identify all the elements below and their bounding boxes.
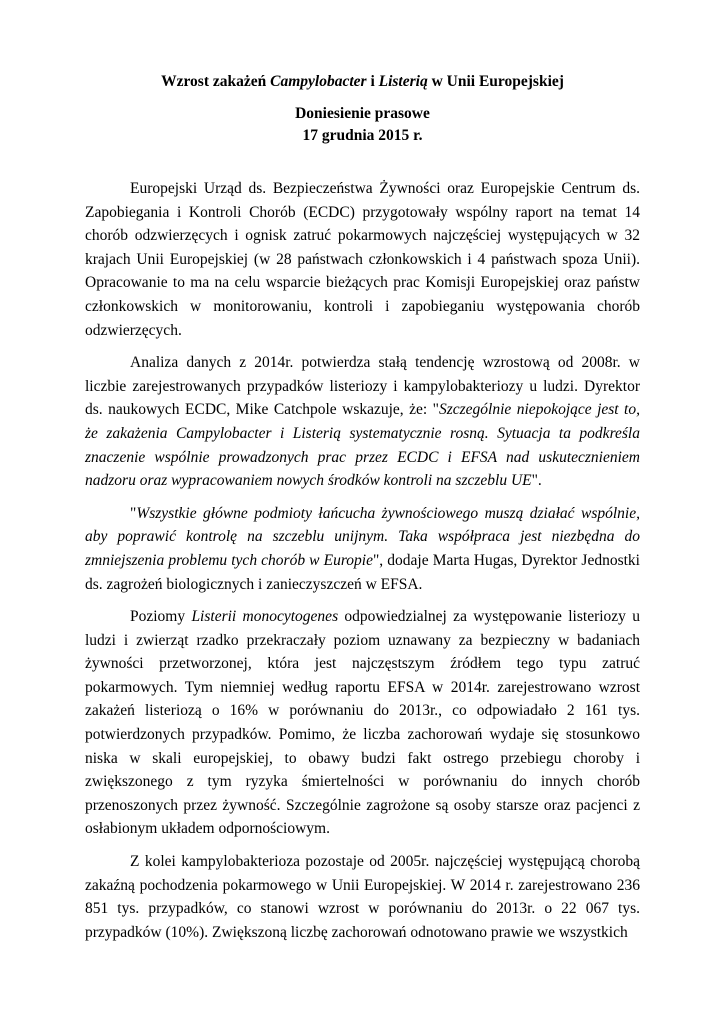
paragraph-3: [85, 502, 640, 596]
title-campylobacter: Campylobacter: [270, 73, 367, 90]
paragraph-5: Z kolei kampylobakterioza pozostaje od 2005r. najczęściej występującą chorobą zakaźną pochodzenia pokarmowego w Unii Europejskiej. W 2014 r. zarejestrowano 236 851 tys. przypadków, co stanowi wzrost w porównaniu do 2013r. o 22 067 tys. przypadków (10%). Zwiększoną liczbę zachorowań odnotowano prawie we wszystkich: [85, 853, 640, 941]
paragraph-text: ".: [531, 472, 542, 490]
paragraph-text: Analiza danych z 2014r. potwierdza stałą tendencję wzrostową od 2008r. w liczbie zarejestrowanych przypadków listeriozy i kampylobakteriozy u ludzi. Dyrektor ds. naukowych ECDC, Mike Catchpole wskazuje, że: ": [85, 354, 640, 419]
document-body: [85, 177, 640, 944]
title-text: w Unii Europejskiej: [427, 73, 564, 90]
paragraph-1: Europejski Urząd ds. Bezpieczeństwa Żywności oraz Europejskie Centrum ds. Zapobiegania i Kontroli Chorób (ECDC) przygotowały wspólny raport na temat 14 chorób odzwierzęcych i ognisk zatruć pokarmowych najczęściej występujących w 32 krajach Unii Europejskiej (w 28 państwach członkowskich i 4 państwach spoza Unii). Opracowanie to ma na celu wsparcie bieżących prac Komisji Europejskiej oraz państw członkowskich w monitorowaniu, kontroli i zapobieganiu występowania chorób odzwierzęcych.: [85, 180, 640, 339]
listeria-species: Listerii monocytogenes: [191, 608, 339, 626]
title-text: Wzrost zakażeń: [161, 73, 271, 90]
paragraph-text: odpowiedzialnej za występowanie listeriozy u ludzi i zwierząt rzadko przekraczały poziom uznawany za bezpieczny w badaniach żywności przetworzonej, która jest najczęstszym źródłem tego typu zatruć pokarmowych. Tym niemniej według raportu EFSA w 2014r. zarejestrowano wzrost zakażeń listeriozą o 16% w porównaniu do 2013r., co odpowiadało 2 161 tys. potwierdzonych przypadków. Pomimo, że liczba zachorowań wydaje się stosunkowo niska w skali europejskiej, to obawy budzi fakt ostrego przebiegu choroby i zwiększonego z tym ryzyka śmiertelności w porównaniu do innych chorób przenoszonych przez żywność. Szczególnie zagrożone są osoby starsze oraz pacjenci z osłabionym układem odpornościowym.: [85, 608, 641, 838]
paragraph-4: [85, 605, 640, 841]
release-date: 17 grudnia 2015 r.: [302, 127, 423, 144]
document-title: [85, 60, 640, 93]
paragraph-text: ", dodaje Marta Hugas, Dyrektor Jednostki ds. zagrożeń biologicznych i zanieczyszczeń w EFSA.: [85, 551, 640, 593]
catchpole-quote: Szczególnie niepokojące jest to, że zakażenia Campylobacter i Listerią systematycznie rosną. Sytuacja ta podkreśla znaczenie wspólnie prowadzonych prac przez ECDC i EFSA nad uskutecznieniem nadzoru oraz wypracowaniem nowych środków kontroli na szczeblu UE: [85, 401, 640, 490]
title-text: i: [366, 73, 379, 90]
paragraph-2: [85, 351, 640, 493]
hugas-quote: Wszystkie główne podmioty łańcucha żywnościowego muszą działać wspólnie, aby poprawić kontrolę na szczeblu unijnym. Taka współpraca jest niezbędna do zmniejszenia problemu tych chorób w Europie: [85, 504, 640, 569]
document-page: [85, 60, 640, 953]
title-listeria: Listerią: [378, 73, 428, 90]
press-release-label: Doniesienie prasowe: [295, 105, 430, 122]
paragraph-text: Poziomy: [130, 608, 192, 626]
paragraph-text: ": [130, 504, 137, 522]
